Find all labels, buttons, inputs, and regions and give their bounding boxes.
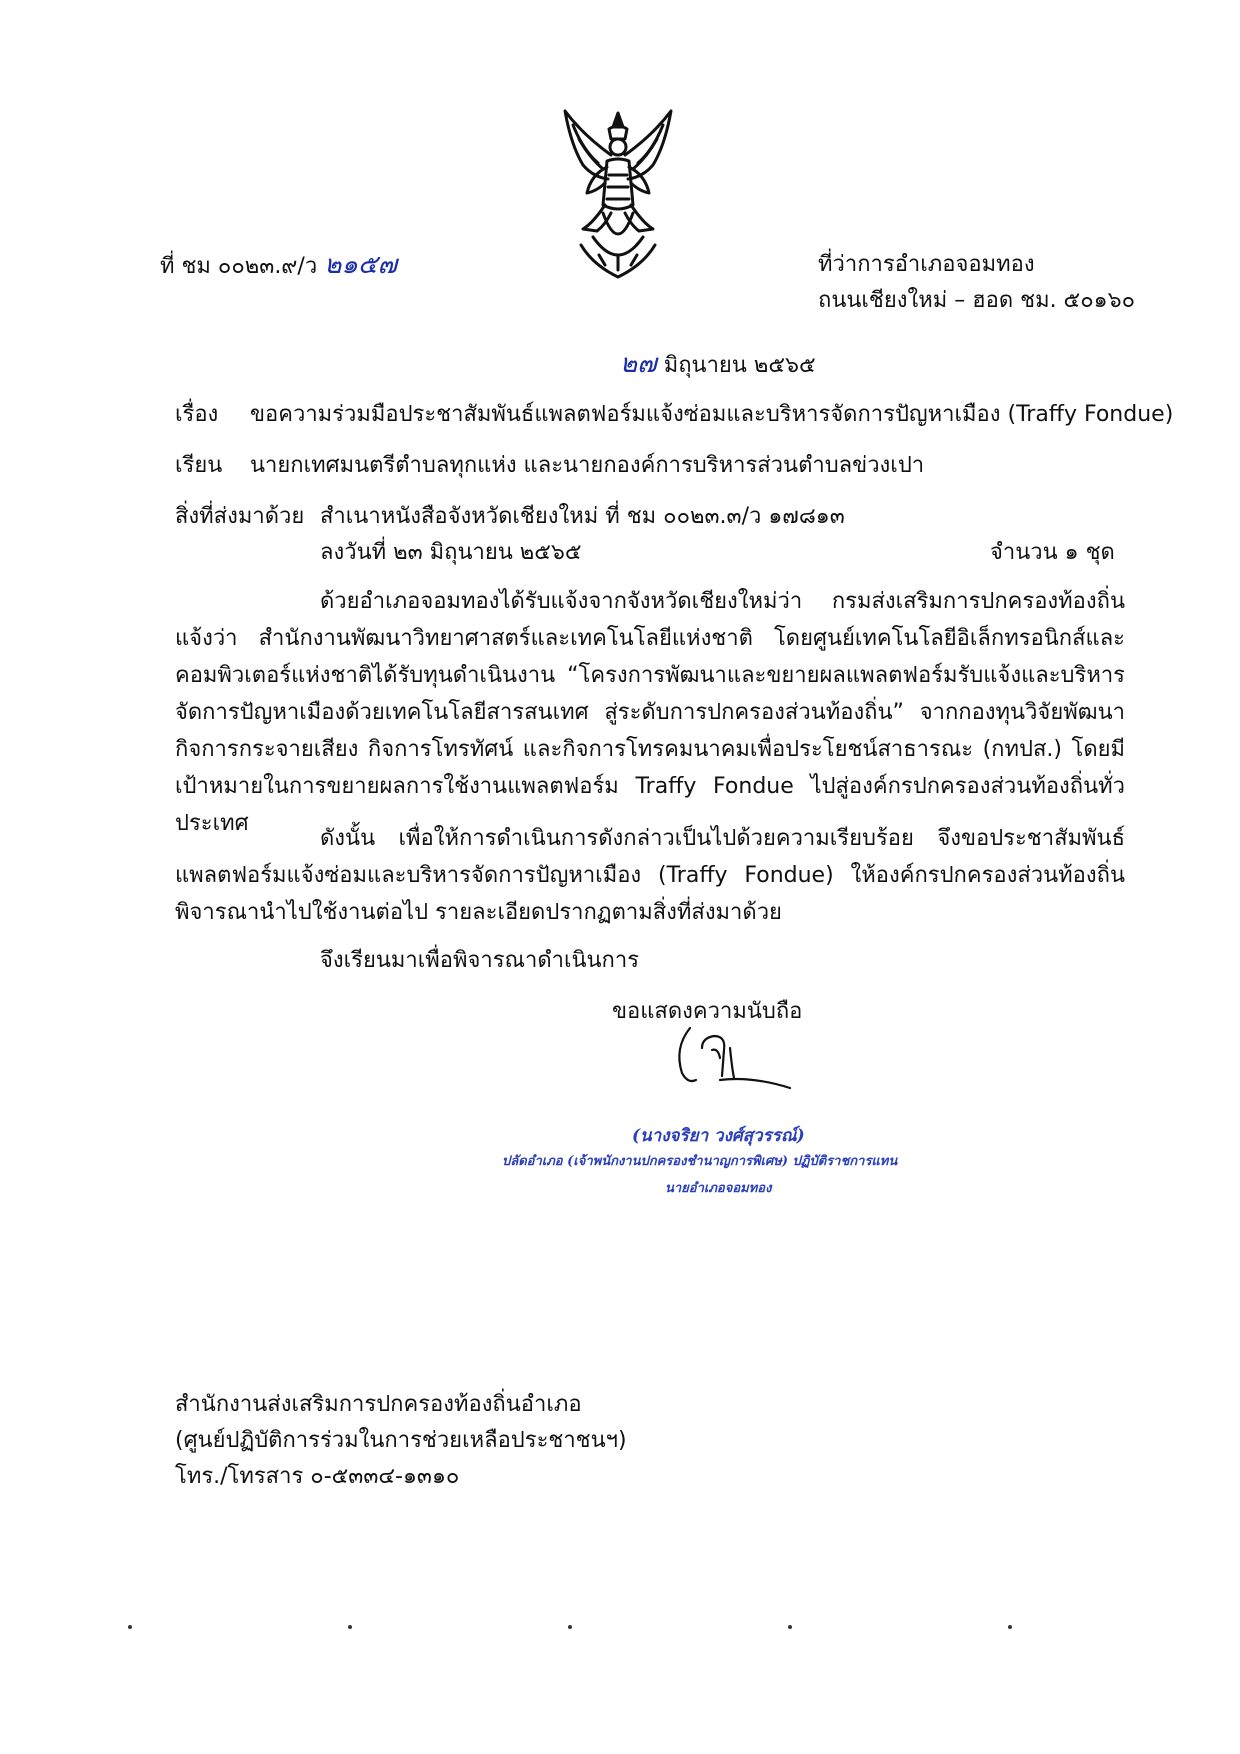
garuda-emblem bbox=[553, 105, 683, 285]
body-paragraph-2: ดังนั้น เพื่อให้การดำเนินการดังกล่าวเป็นไปด้วยความเรียบร้อย จึงขอประชาสัมพันธ์แพลตฟอร์มแจ้งซ่อมและบริหารจัดการปัญหาเมือง (Traffy Fondue) ให้องค์กรปกครองส่วนท้องถิ่นพิจารณานำไปใช้งานต่อไป รายละเอียดปรากฏตามสิ่งที่ส่งมาด้วย bbox=[175, 826, 1125, 925]
office-address: ถนนเชียงใหม่ – ฮอด ชม. ๕๐๑๖๐ bbox=[818, 288, 1135, 313]
footer-office: สำนักงานส่งเสริมการปกครองท้องถิ่นอำเภอ bbox=[175, 1392, 582, 1417]
office-name: ที่ว่าการอำเภอจอมทอง bbox=[818, 252, 1035, 277]
bottom-dot bbox=[348, 1625, 352, 1629]
enclosure-label: สิ่งที่ส่งมาด้วย bbox=[175, 504, 305, 529]
bottom-dot bbox=[128, 1625, 132, 1629]
enclosure-quantity: จำนวน ๑ ชุด bbox=[990, 540, 1115, 565]
reference-prefix: ที่ ชม ๐๐๒๓.๙/ว bbox=[160, 254, 318, 279]
closing-line: จึงเรียนมาเพื่อพิจารณาดำเนินการ bbox=[320, 948, 640, 973]
date-month-year: มิถุนายน ๒๕๖๕ bbox=[663, 353, 816, 378]
enclosure-line1: สำเนาหนังสือจังหวัดเชียงใหม่ ที่ ชม ๐๐๒๓.๓/ว ๑๗๘๑๓ bbox=[320, 504, 845, 529]
signatory-name: (นางจริยา วงศ์สุวรรณ์) bbox=[632, 1126, 805, 1146]
date-day: ๒๗ bbox=[620, 349, 657, 379]
reference-number: ๒๑๕๗ bbox=[324, 250, 398, 280]
footer-phone: โทร./โทรสาร ๐-๕๓๓๔-๑๓๑๐ bbox=[175, 1464, 460, 1489]
enclosure-line2: ลงวันที่ ๒๓ มิถุนายน ๒๕๖๕ bbox=[320, 540, 582, 565]
subject-label: เรื่อง bbox=[175, 402, 219, 427]
regards-text: ขอแสดงความนับถือ bbox=[612, 999, 803, 1024]
subject-text: ขอความร่วมมือประชาสัมพันธ์แพลตฟอร์มแจ้งซ่อมและบริหารจัดการปัญหาเมือง (Traffy Fondue) bbox=[250, 402, 1174, 427]
handwritten-signature bbox=[672, 1018, 802, 1098]
recipient-text: นายกเทศมนตรีตำบลทุกแห่ง และนายกองค์การบริหารส่วนตำบลข่วงเปา bbox=[250, 453, 925, 478]
body-paragraph-1: ด้วยอำเภอจอมทองได้รับแจ้งจากจังหวัดเชียงใหม่ว่า กรมส่งเสริมการปกครองท้องถิ่นแจ้งว่า สำนักงานพัฒนาวิทยาศาสตร์และเทคโนโลยีแห่งชาติ โดยศูนย์เทคโนโลยีอิเล็กทรอนิกส์และคอมพิวเตอร์แห่งชาติได้รับทุนดำเนินงาน “โครงการพัฒนาและขยายผลแพลตฟอร์มรับแจ้งและบริหารจัดการปัญหาเมืองด้วยเทคโนโลยีสารสนเทศ สู่ระดับการปกครองส่วนท้องถิ่น” จากกองทุนวิจัยพัฒนากิจการกระจายเสียง กิจการโทรทัศน์ และกิจการโทรคมนาคมเพื่อประโยชน์สาธารณะ (กทปส.) โดยมีเป้าหมายในการขยายผลการใช้งานแพลตฟอร์ม Traffy Fondue ไปสู่องค์กรปกครองส่วนท้องถิ่นทั่วประเทศ bbox=[175, 589, 1125, 836]
footer-center: (ศูนย์ปฏิบัติการร่วมในการช่วยเหลือประชาชนฯ) bbox=[175, 1428, 627, 1453]
bottom-dot bbox=[568, 1625, 572, 1629]
bottom-dot bbox=[1008, 1625, 1012, 1629]
signatory-title: นายอำเภอจอมทอง bbox=[665, 1181, 772, 1196]
recipient-label: เรียน bbox=[175, 453, 223, 478]
bottom-dot bbox=[788, 1625, 792, 1629]
signatory-position: ปลัดอำเภอ (เจ้าพนักงานปกครองชำนาญการพิเศษ) ปฏิบัติราชการแทน bbox=[502, 1154, 898, 1169]
